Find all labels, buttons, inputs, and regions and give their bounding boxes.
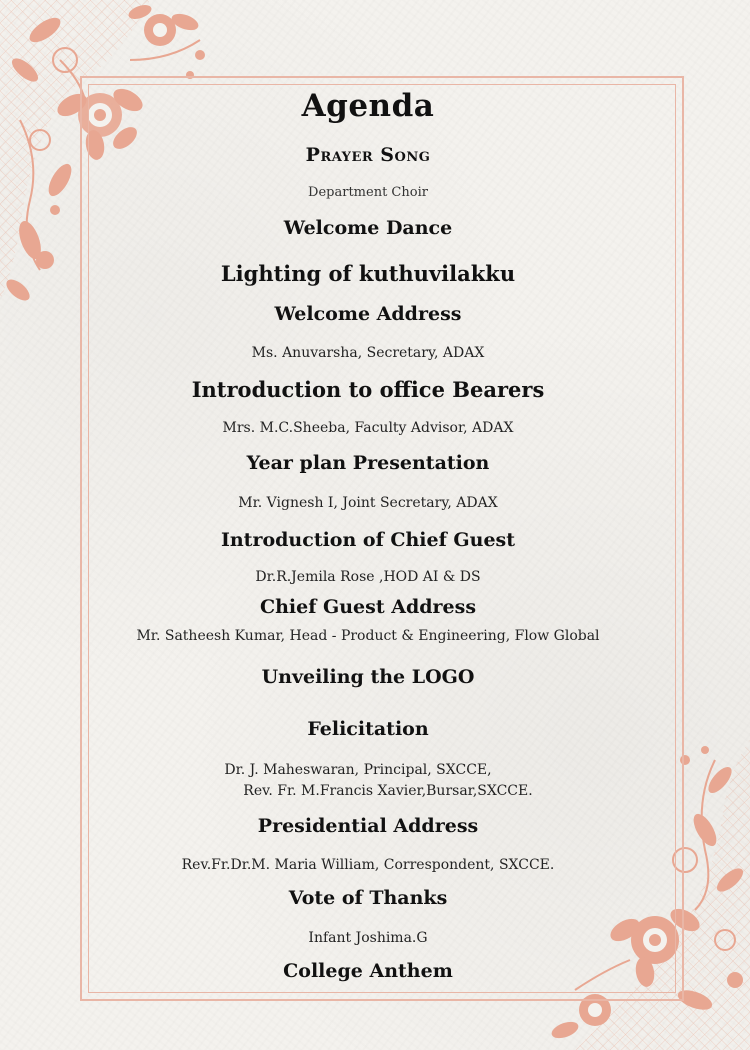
item-lighting: Lighting of kuthuvilakku	[220, 261, 516, 286]
felicitation-by-2: Rev. Fr. M.Francis Xavier,Bursar,SXCCE.	[243, 783, 533, 799]
item-intro-chief-guest: Introduction of Chief Guest	[220, 529, 516, 551]
item-prayer-song: Prayer Song	[305, 144, 431, 166]
item-welcome-dance: Welcome Dance	[283, 217, 453, 239]
prayer-song-by: Department Choir	[308, 185, 428, 200]
year-plan-by: Mr. Vignesh I, Joint Secretary, ADAX	[238, 495, 498, 511]
chief-address-by: Mr. Satheesh Kumar, Head - Product & Engineering, Flow Global	[136, 628, 600, 644]
welcome-address-by: Ms. Anuvarsha, Secretary, ADAX	[251, 345, 485, 361]
item-presidential-address: Presidential Address	[257, 815, 479, 837]
felicitation-by-1: Dr. J. Maheswaran, Principal, SXCCE,	[224, 762, 492, 778]
presidential-by: Rev.Fr.Dr.M. Maria William, Correspondent, SXCCE.	[181, 857, 555, 873]
item-vote-of-thanks: Vote of Thanks	[288, 887, 448, 909]
intro-chief-by: Dr.R.Jemila Rose ,HOD AI & DS	[255, 569, 481, 585]
item-welcome-address: Welcome Address	[274, 303, 462, 325]
item-year-plan: Year plan Presentation	[246, 452, 490, 474]
item-felicitation: Felicitation	[307, 718, 429, 740]
agenda-title: Agenda	[301, 88, 435, 124]
item-intro-office-bearers: Introduction to office Bearers	[191, 377, 545, 402]
item-chief-guest-address: Chief Guest Address	[259, 596, 477, 618]
intro-office-by: Mrs. M.C.Sheeba, Faculty Advisor, ADAX	[222, 420, 514, 436]
item-college-anthem: College Anthem	[283, 960, 453, 982]
vote-by: Infant Joshima.G	[308, 930, 428, 946]
item-unveiling-logo: Unveiling the LOGO	[261, 666, 475, 688]
